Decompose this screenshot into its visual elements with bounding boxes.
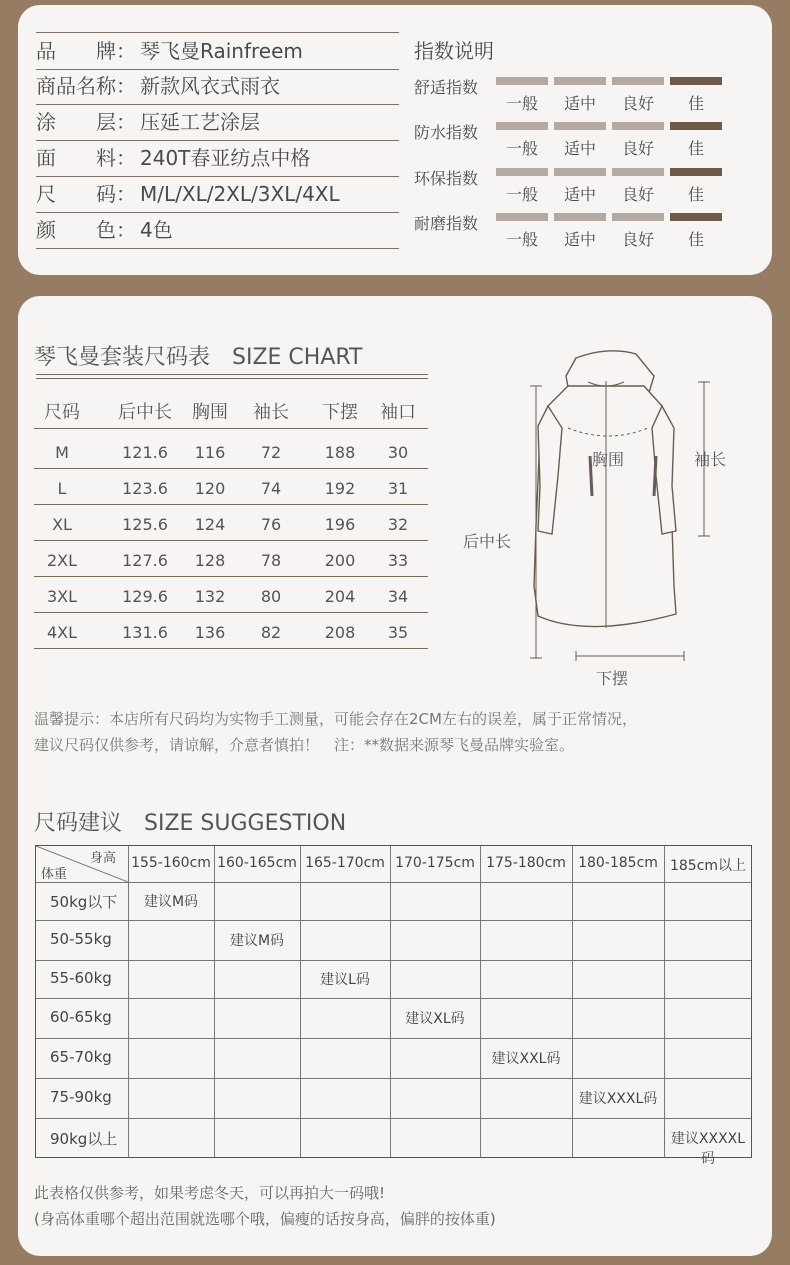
index-level-label: 一般 — [505, 185, 538, 204]
index-level-label: 佳 — [687, 139, 704, 158]
index-level-label: 佳 — [687, 230, 704, 249]
row-divider — [34, 540, 428, 541]
info-key: 颜 色： — [36, 218, 136, 242]
grid-vline — [480, 846, 481, 1157]
height-header: 165-170cm — [305, 855, 385, 871]
size-chart-cell: 78 — [260, 551, 282, 570]
index-level-bar — [612, 77, 664, 85]
row-divider — [34, 468, 428, 469]
diagram-label-back-length: 后中长 — [463, 532, 512, 551]
index-label: 舒适指数 — [414, 78, 479, 97]
grid-vline — [300, 846, 301, 1157]
index-level-bar — [670, 122, 722, 130]
size-card — [18, 296, 772, 1256]
suggestion-footer-1: 此表格仅供参考，如果考虑冬天，可以再拍大一码哦! — [34, 1184, 386, 1202]
index-level-label: 良好 — [621, 185, 654, 204]
height-header: 185cm以上 — [669, 858, 747, 874]
info-value: 新款风衣式雨衣 — [140, 74, 280, 98]
size-chart-cell: 131.6 — [122, 623, 168, 642]
index-level-label: 一般 — [505, 139, 538, 158]
size-chart-cell: 34 — [387, 587, 409, 606]
size-chart-cell: 204 — [324, 587, 356, 606]
diagram-label-hem: 下摆 — [596, 669, 629, 688]
index-level-bar — [612, 168, 664, 176]
info-value: 4色 — [140, 218, 173, 242]
index-level-bar — [554, 122, 606, 130]
info-value: 压延工艺涂层 — [140, 110, 260, 134]
info-value: 琴飞曼Rainfreem — [140, 39, 303, 63]
weight-label: 55-60kg — [50, 969, 112, 987]
product-info-row — [36, 32, 399, 70]
weight-label: 60-65kg — [50, 1008, 112, 1026]
product-info-row — [36, 140, 399, 177]
index-level-label: 佳 — [687, 94, 704, 113]
index-level-label: 适中 — [563, 94, 596, 113]
diagram-label-sleeve: 袖长 — [694, 450, 727, 469]
size-chart-header: 袖口 — [380, 402, 416, 423]
size-suggestion: 建议XXL码 — [491, 1051, 561, 1067]
row-divider — [34, 504, 428, 505]
weight-label: 50kg以下 — [50, 893, 118, 911]
index-level-label: 适中 — [563, 139, 596, 158]
size-suggestion: 建议L码 — [320, 972, 370, 988]
coat-diagram — [458, 346, 758, 686]
index-label: 环保指数 — [414, 169, 479, 188]
index-level-label: 一般 — [505, 94, 538, 113]
index-level-label: 良好 — [621, 94, 654, 113]
size-chart-header: 下摆 — [322, 402, 358, 423]
weight-label: 50-55kg — [50, 930, 112, 948]
index-level-bar — [496, 77, 548, 85]
row-divider — [34, 648, 428, 649]
index-label: 防水指数 — [414, 123, 479, 142]
size-chart-header: 尺码 — [44, 402, 80, 423]
note-line-1: 温馨提示：本店所有尺码均为实物手工测量，可能会存在2CM左右的误差，属于正常情况， — [34, 710, 637, 728]
weight-label: 90kg以上 — [50, 1130, 118, 1148]
grid-vline — [390, 846, 391, 1157]
size-suggestion: 建议XXXXL码 — [670, 1131, 746, 1167]
info-value: 240T春亚纺点中格 — [140, 146, 311, 170]
height-header: 170-175cm — [395, 855, 475, 871]
weight-label: 65-70kg — [50, 1048, 112, 1066]
size-chart-cell: 125.6 — [122, 515, 168, 534]
row-divider — [34, 576, 428, 577]
index-level-bar — [670, 168, 722, 176]
grid-vline — [214, 846, 215, 1157]
index-title: 指数说明 — [414, 39, 494, 63]
index-level-label: 佳 — [687, 185, 704, 204]
size-chart-cell: M — [55, 443, 69, 462]
size-chart-cell: 123.6 — [122, 479, 168, 498]
grid-vline — [572, 846, 573, 1157]
info-key: 商品名称： — [36, 74, 136, 98]
index-level-bar — [612, 213, 664, 221]
size-chart-cell: 129.6 — [122, 587, 168, 606]
row-divider — [34, 612, 428, 613]
index-level-bar — [554, 168, 606, 176]
index-level-bar — [496, 168, 548, 176]
row-divider — [34, 428, 428, 429]
size-chart-cell: 208 — [324, 623, 356, 642]
title-underline — [36, 374, 428, 375]
size-chart-cell: 32 — [387, 515, 409, 534]
size-chart-cell: 116 — [194, 443, 226, 462]
size-chart-header: 胸围 — [192, 402, 228, 423]
index-level-bar — [670, 213, 722, 221]
size-chart-cell: XL — [52, 515, 72, 534]
suggestion-footer-2: (身高体重哪个超出范围就选哪个哦，偏瘦的话按身高，偏胖的按体重) — [34, 1210, 496, 1228]
product-info-row — [36, 176, 399, 213]
grid-hline — [36, 960, 751, 961]
index-level-bar — [670, 77, 722, 85]
size-chart-cell: 3XL — [46, 587, 78, 606]
size-chart-cell: 192 — [324, 479, 356, 498]
index-level-bar — [554, 77, 606, 85]
info-key: 品 牌： — [36, 39, 136, 63]
product-info-row — [36, 68, 399, 105]
size-chart-cell: 35 — [387, 623, 409, 642]
size-chart-title: 琴飞曼套装尺码表 SIZE CHART — [34, 345, 363, 370]
size-chart-header: 袖长 — [253, 402, 289, 423]
corner-height-label: 身高 — [90, 851, 117, 866]
index-level-bar — [496, 122, 548, 130]
size-chart-cell: 33 — [387, 551, 409, 570]
size-suggestion: 建议M码 — [143, 894, 199, 910]
size-chart-cell: 80 — [260, 587, 282, 606]
note-line-2: 建议尺码仅供参考，请谅解，介意者慎拍！ 注：**数据来源琴飞曼品牌实验室。 — [34, 736, 575, 754]
size-chart-header: 后中长 — [118, 402, 172, 423]
size-chart-cell: L — [57, 479, 67, 498]
size-chart-cell: 136 — [194, 623, 226, 642]
index-level-label: 适中 — [563, 230, 596, 249]
size-chart-cell: 120 — [194, 479, 226, 498]
index-level-label: 一般 — [505, 230, 538, 249]
grid-hline — [36, 1038, 751, 1039]
index-level-label: 适中 — [563, 185, 596, 204]
height-header: 180-185cm — [578, 855, 658, 871]
index-level-bar — [612, 122, 664, 130]
size-chart-cell: 76 — [260, 515, 282, 534]
index-label: 耐磨指数 — [414, 214, 479, 233]
index-level-label: 良好 — [621, 139, 654, 158]
grid-hline — [36, 882, 751, 883]
info-key: 面 料： — [36, 146, 136, 170]
suggestion-table — [35, 845, 752, 1167]
diagram-label-chest: 胸围 — [592, 450, 625, 469]
size-chart-cell: 132 — [194, 587, 226, 606]
size-chart-cell: 4XL — [46, 623, 78, 642]
size-chart-cell: 127.6 — [122, 551, 168, 570]
size-suggestion: 建议M码 — [229, 933, 285, 949]
grid-hline — [36, 998, 751, 999]
size-chart-cell: 74 — [260, 479, 282, 498]
size-chart-cell: 128 — [194, 551, 226, 570]
corner-weight-label: 体重 — [41, 867, 68, 882]
suggestion-title: 尺码建议 SIZE SUGGESTION — [34, 811, 347, 836]
size-suggestion: 建议XXXL码 — [578, 1091, 658, 1107]
index-level-label: 良好 — [621, 230, 654, 249]
info-value: M/L/XL/2XL/3XL/4XL — [140, 182, 340, 206]
size-chart-cell: 31 — [387, 479, 409, 498]
info-key: 尺 码： — [36, 182, 136, 206]
size-chart-cell: 124 — [194, 515, 226, 534]
grid-hline — [36, 920, 751, 921]
size-chart-cell: 72 — [260, 443, 282, 462]
height-header: 155-160cm — [131, 855, 211, 871]
size-chart-cell: 200 — [324, 551, 356, 570]
index-level-bar — [496, 213, 548, 221]
grid-vline — [664, 846, 665, 1157]
size-chart-cell: 196 — [324, 515, 356, 534]
height-header: 160-165cm — [217, 855, 297, 871]
info-key: 涂 层： — [36, 110, 136, 134]
size-chart-cell: 121.6 — [122, 443, 168, 462]
size-suggestion: 建议XL码 — [405, 1011, 465, 1027]
size-chart-cell: 30 — [387, 443, 409, 462]
weight-label: 75-90kg — [50, 1088, 112, 1106]
size-chart-cell: 82 — [260, 623, 282, 642]
product-info-card — [18, 5, 772, 275]
height-header: 175-180cm — [486, 855, 566, 871]
grid-hline — [36, 1078, 751, 1079]
index-level-bar — [554, 213, 606, 221]
grid-hline — [36, 1118, 751, 1119]
size-chart-cell: 2XL — [46, 551, 78, 570]
product-info-row — [36, 104, 399, 141]
product-info-row — [36, 212, 399, 249]
size-chart-cell: 188 — [324, 443, 356, 462]
title-underline-2 — [36, 378, 428, 379]
